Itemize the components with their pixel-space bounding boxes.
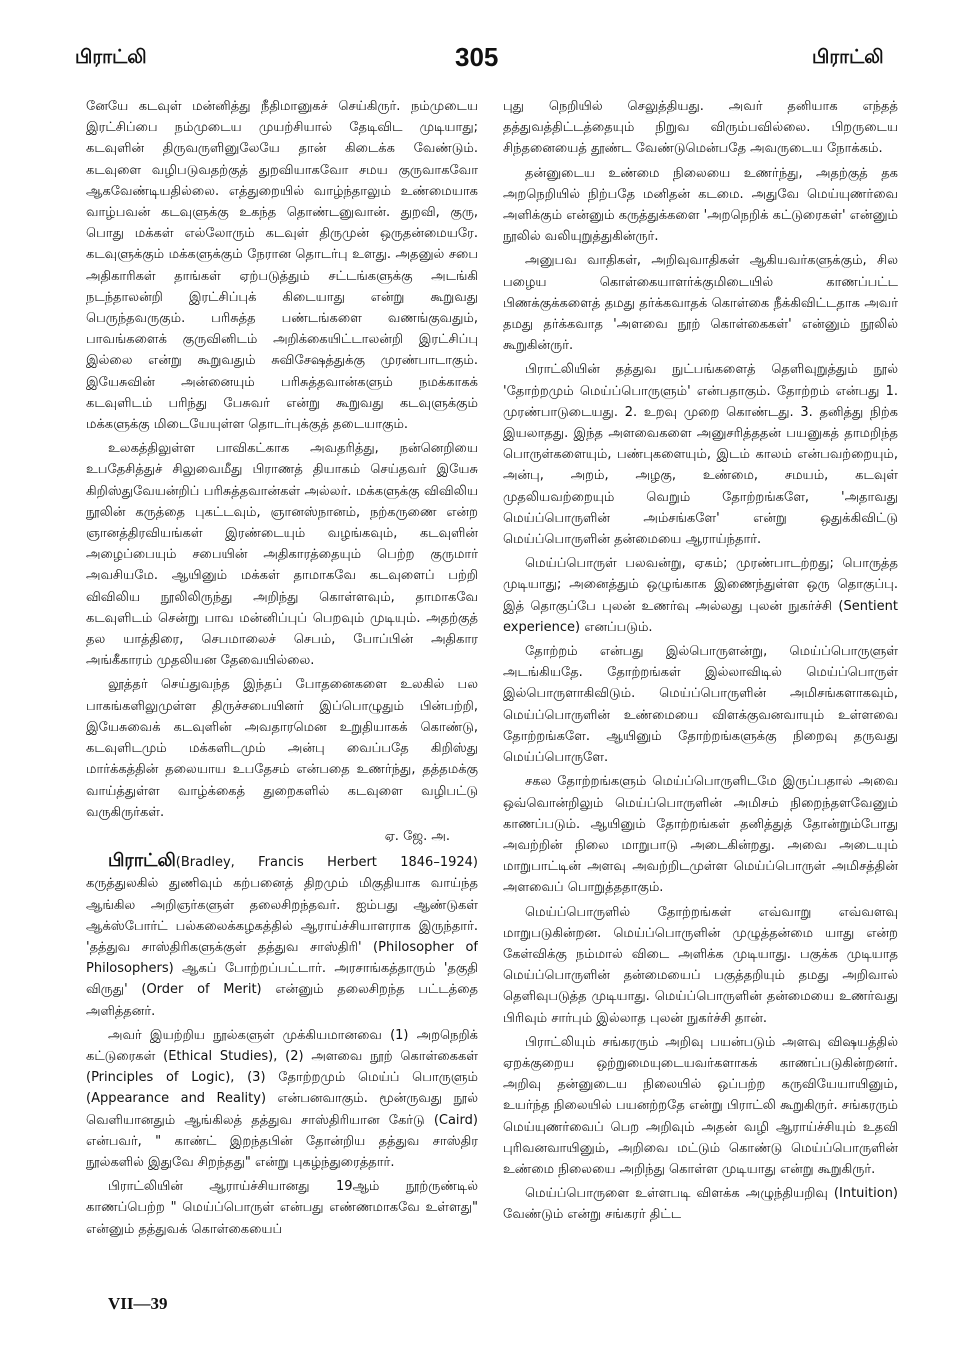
running-head-left: பிராட்லி (75, 46, 147, 68)
page-number: 305 (455, 42, 499, 72)
right-column (503, 96, 898, 1301)
paragraph: மெய்ப்பொருளில் தோற்றங்கள் எவ்வாறு எவ்வளவு மாறுபடுகின்றன. மெய்ப்பொருளின் முழுத்தன்மை யாது என்ற கேள்விக்கு நம்மால் விடை அளிக்க முடியாது. பகுக்க முடியாத மெய்ப்பொருளின் தன்மையைப் பகுத்தறியும் தமது அறிவால் தெளிவுபடுத்த முடியாது. மெய்ப்பொருளின் தன்மையை உணர்வது பிரிவும் சார்பும் இல்லாத புலன் நுகர்ச்சி தான். (503, 904, 898, 1026)
entry-headword: பிராட்லி (108, 850, 176, 872)
paragraph: உலகத்திலுள்ள பாவிகட்காக அவதரித்து, நன்னெறியை உபதேசித்துச் சிலுவைமீது பிராணத் தியாகம் செய்தவர் இயேசு கிறிஸ்துவேயன்றிப் பரிசுத்தவான்கள் அல்லர். மக்களுக்கு விவிலிய நூலின் கருத்தை புகட்டவும், ஞானஸ்நானம், நற்கருணை என்ற ஞானத்திரவியங்கள் இரண்டையும் வழங்கவும், கடவுளின் அழைப்பையும் சபையின் அதிகாரத்தையும் பெற்ற குருமார் அவசியமே. ஆயினும் மக்கள் தாமாகவே கடவுளைப் பற்றி விவிலிய நூலிலிருந்து அறிந்து கொள்ளவும், தாமாகவே கடவுளிடம் சென்று பாவ மன்னிப்புப் பெறவும் முடியும். அதற்குத் தல யாத்திரை, செபமாலைச் செபம், போப்பின் அதிகார அங்கீகாரம் முதலியன தேவையில்லை. (86, 441, 478, 669)
left-column (86, 96, 478, 1294)
paragraph: மெய்ப்பொருள் பலவன்று, ஏகம்; முரண்பாடற்றது; பொருத்த முடியாது; அனைத்தும் ஒழுங்காக இணைந்துள்ள ஒரு தொகுப்பு. இத் தொகுப்பே புலன் உணர்வு அல்லது புலன் நுகர்ச்சி (Sentient experience) எனப்படும். (503, 556, 898, 635)
volume-page-mark: VII—39 (108, 1294, 168, 1313)
paragraph: தன்னுடைய உண்மை நிலையை உணர்ந்து, அதற்குத் தக அறநெறியில் நிற்பதே மனிதன் கடமை. அதுவே மெய்யுணர்வை அளிக்கும் என்னும் கருத்துக்களை 'அறநெறிக் கட்டுரைகள்' என்னும் நூலில் வலியுறுத்துகின்ருர். (503, 165, 898, 245)
paragraph: பிராட்லியின் ஆராய்ச்சியானது 19ஆம் நூற்ருண்டில் காணப்பெற்ற " மெய்ப்பொருள் என்பது எண்ணமாகவே உள்ளது" என்னும் தத்துவக் கொள்கையைப் (86, 1179, 478, 1237)
paragraph: பிராட்லியும் சங்கரரும் அறிவு பயன்படும் அளவு விஷயத்தில் ஏறக்குறைய ஒற்றுமையுடையவர்களாகக் காணப்படுகின்றனர். அறிவு தன்னுடைய நிலையில் ஒப்பற்ற கருவியேயாயினும், உயர்ந்த நிலையில் பயனற்றதே என்று பிராட்லி கூறுகிருர். சங்கரரும் மெய்யுணர்வைப் பெற அறிவும் அதன் வழி ஆராய்ச்சியும் உதவி புரிவனவாயினும், அறிவை மட்டும் கொண்டு மெய்ப்பொருளின் உண்மை நிலையை அறிந்து கொள்ள முடியாது என்று கூறுகிருர். (503, 1034, 898, 1177)
entry-text: (Bradley, Francis Herbert 1846–1924) கருத்துலகில் துணிவும் கற்பனைத் திறமும் மிகுதியாக வாய்ந்த ஆங்கில அறிஞர்களுள் தலைசிறந்தவர். ஐம்பது ஆண்டுகள் ஆக்ஸ்போர்ட் பல்கலைக்கழகத்தில் ஆராய்ச்சியாளராக இருந்தார். 'தத்துவ சாஸ்திரிகளுக்குள் தத்துவ சாஸ்திரி' (Philosopher of Philosophers) ஆகப் போற்றப்பட்டார். அரசாங்கத்தாரும் 'தகுதி விருது' (Order of Merit) என்னும் தலைசிறந்த பட்டத்தை அளித்தனர். (86, 855, 478, 1019)
paragraph: மெய்ப்பொருளை உள்ளபடி விளக்க அழுந்தியறிவு (Intuition) வேண்டும் என்று சங்கரர் திட்ட (503, 1186, 898, 1223)
paragraph: பிராட்லியின் தத்துவ நுட்பங்களைத் தெளிவுறுத்தும் நூல் 'தோற்றமும் மெய்ப்பொருளும்' என்பதாகும். தோற்றம் என்பது 1. முரண்பாடுடையது. 2. உறவு முறை கொண்டது. 3. தனித்து நிற்க இயலாதது. இந்த அளவைகளை அனுசரித்ததன் பயனுகத் தாமறிந்த பொருள்களையும், பண்புகளையும், இடம் காலம் என்பவற்றையும், அன்பு, அறம், அழகு, உண்மை, சமயம், கடவுள் முதலியவற்றையும் வெறும் தோற்றங்களே, 'அதாவது மெய்ப்பொருளின் அம்சங்களே' என்று ஒதுக்கிவிட்டு மெய்ப்பொருளின் தன்மையை ஆராய்ந்தார். (503, 362, 898, 548)
paragraph: சகல தோற்றங்களும் மெய்ப்பொருளிடமே இருப்பதால் அவை ஒவ்வொன்றிலும் மெய்ப்பொருளின் அமிசம் நிறைந்தளவேனும் காணப்படும். ஆயினும் தோற்றங்கள் தனித்துத் தோன்றும்போது அவற்றின் நிலை மாறுபாடு அடைகின்றது. அவை அடையும் மாறுபாட்டின் அளவு அவற்றிடமுள்ள மெய்ப்பொருள் அமிசத்தின் அளவைப் பொறுத்ததாகும். (503, 774, 898, 896)
paragraph: அவர் இயற்றிய நூல்களுள் முக்கியமானவை (1) அறநெறிக் கட்டுரைகள் (Ethical Studies), (2) அளவை நூற் கொள்கைகள் (Principles of Logic), (3) தோற்றமும் மெய்ப் பொருளும் (Appearance and Reality) என்பனவாகும். மூன்ருவது நூல் வெளியானதும் ஆங்கிலத் தத்துவ சாஸ்திரியான கேர்டு (Caird) என்பவர், " காண்ட் இறந்தபின் தோன்றிய தத்துவ சாஸ்திர நூல்களில் இதுவே சிறந்தது" என்று புகழ்ந்துரைத்தார். (86, 1027, 478, 1170)
paragraph: தோற்றம் என்பது இல்பொருளன்று, மெய்ப்பொருளுள் அடங்கியதே. தோற்றங்கள் இல்லாவிடில் மெய்ப்பொருள் இல்பொருளாகிவிடும். மெய்ப்பொருளின் அமிசங்களாகவும், மெய்ப்பொருளின் உண்மையை விளக்குவனவாயும் உள்ளவை தோற்றங்களே. ஆயினும் தோற்றங்களுக்கு நிறைவு தருவது மெய்ப்பொருளே. (503, 644, 898, 766)
paragraph: லூத்தர் செய்துவந்த இந்தப் போதனைகளை உலகில் பல பாகங்களிலுமுள்ள திருச்சபையினர் இப்பொழுதும் பின்பற்றி, இயேசுவைக் கடவுளின் அவதாரமென உறுதியாகக் கொண்டு, கடவுளிடமும் மக்களிடமும் அன்பு வைப்பதே கிறிஸ்து மார்க்கத்தின் தலையாய உபதேசம் என்பதை உணர்ந்து, தத்தமக்கு வாய்த்துள்ள வாழ்க்கைத் துறைகளில் கடவுளை வழிபட்டு வருகிருர்கள். (86, 677, 478, 820)
running-head-right: பிராட்லி (812, 46, 884, 68)
entry-paragraph (86, 850, 478, 1022)
author-initials: ஏ. ஜே. அ. (384, 828, 450, 844)
paragraph: அனுபவ வாதிகள், அறிவுவாதிகள் ஆகியவர்களுக்கும், சில பழைய கொள்கையாளர்க்குமிடையில் காணப்பட்ட பிணக்குக்களைத் தமது தர்க்கவாதக் கொள்கை நீக்கிவிட்டதாக அவர் தமது தர்க்கவாத 'அளவை நூற் கொள்கைகள்' என்னும் நூலில் கூறுகின்ருர். (503, 253, 898, 354)
paragraph: னேயே கடவுள் மன்னித்து நீதிமானுகச் செய்கிருர். நம்முடைய இரட்சிப்பை நம்முடைய முயற்சியால் தேடிவிட முடியாது; கடவுளின் திருவருளினுலேயே தான் கிடைக்க வேண்டும். கடவுளை வழிபடுவதற்குத் துறவியாகவோ சமய குருவாகவோ ஆகவேண்டியதில்லை. எத்துறையில் வாழ்ந்தாலும் உண்மையாக வாழ்பவன் கடவுளுக்கு உகந்த தொண்டனுவான். துறவி, குரு, பொது மக்கள் எல்லோரும் கடவுள் திருமுன் ஒருதன்மையரே. கடவுளுக்கும் மக்களுக்கும் நேரான தொடர்பு உளது. அதனுல் சபை அதிகாரிகள் தாங்கள் ஏற்படுத்தும் சட்டங்களுக்கு அடங்கி நடந்தாலன்றி இரட்சிப்புக் கிடையாது என்று கூறுவது பெருந்தவருகும். பரிசுத்த பண்டங்களை வணங்குவதும், பாவங்களைக் குருவினிடம் அறிக்கையிட்டாலன்றி இரட்சிப்பு இல்லை என்று கூறுவதும் சுவிசேஷத்துக்கு முரண்பாடாகும். இயேசுவின் அன்னையும் பரிசுத்தவான்களும் நமக்காகக் கடவுளிடம் பரிந்து பேசுவர் என்று கூறுவது கடவுளுக்கும் மக்களுக்கு மிடையேயுள்ள தொடர்புக்குத் தடையாகும். (86, 99, 478, 433)
paragraph: புது நெறியில் செலுத்தியது. அவர் தனியாக எந்தத் தத்துவத்திட்டத்தையும் நிறுவ விரும்பவில்லை. பிறருடைய சிந்தனையைத் தூண்ட வேண்டுமென்பதே அவருடைய நோக்கம். (503, 99, 898, 157)
